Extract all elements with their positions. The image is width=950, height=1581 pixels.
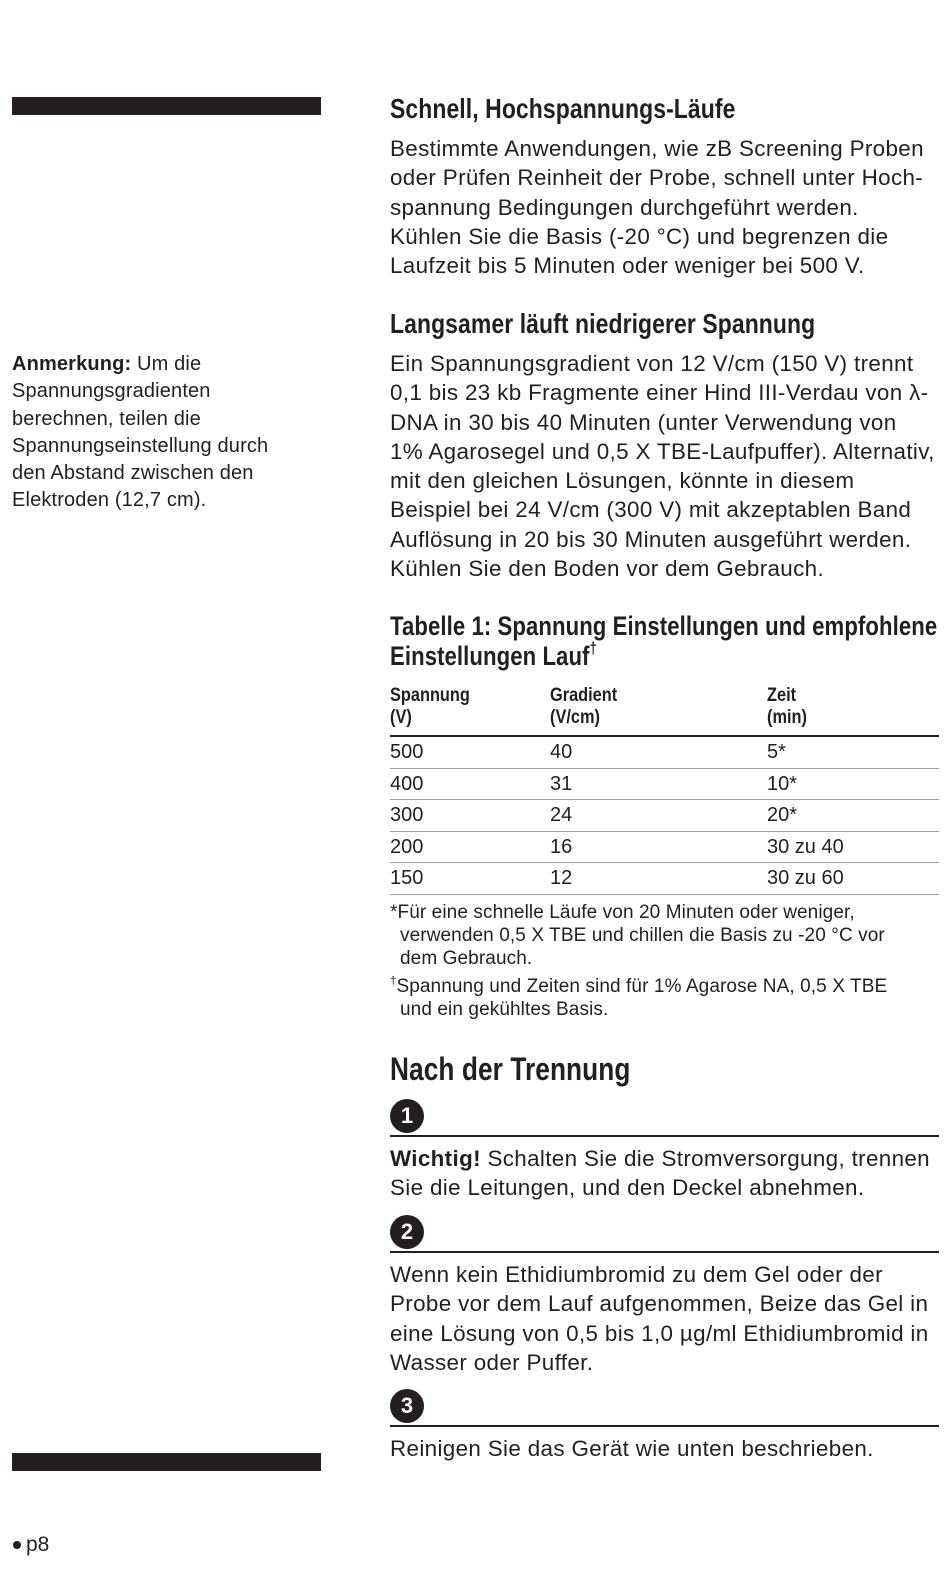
cell-gradient: 31	[550, 772, 573, 795]
heading-slow-runs: Langsamer läuft niedrigerer Spannung	[390, 308, 816, 339]
sidebar-note	[12, 351, 304, 515]
footnote-star-cont: verwenden 0,5 X TBE und chillen die Basis zu -20 °C vor dem Gebrauch.	[400, 925, 885, 970]
table-title-text: Tabelle 1: Spannung Einstellungen und empfohlene Einstellungen Lauf	[390, 611, 938, 671]
paragraph-slow-runs: Ein Spannungsgradient von 12 V/cm (150 V) trennt 0,1 bis 23 kb Fragmente einer Hind III-Verdau von λ-DNA in 30 bis 40 Minuten (unter Verwendung von 1% Agarosegel und 0,5 X TBE-Laufpuffer). Alternativ, mit den gleichen Lösungen, könnte in diesem Beispiel bei 24 V/cm (300 V) mit akzeptablen Band Auflösung in 20 bis 30 Minuten ausgeführt werden. Kühlen Sie den Boden vor dem Gebrauch.	[390, 351, 935, 582]
note-text: Um die Spannungsgradienten berechnen, teilen die Spannungseinstellung durch den Abstand zwischen den Elektroden (12,7 cm).	[12, 353, 269, 512]
header-voltage: Spannung (V)	[390, 685, 470, 728]
footnote-dagger	[390, 975, 930, 1021]
footnote-star	[390, 901, 930, 971]
step-1-emphasis: Wichtig!	[390, 1146, 481, 1171]
step-number-badge: 3	[390, 1389, 424, 1423]
cell-voltage: 400	[390, 772, 424, 795]
page-footer	[13, 1533, 49, 1557]
step-3-marker	[390, 1389, 939, 1427]
voltage-table	[390, 685, 939, 895]
heading-after-separation: Nach der Trennung	[390, 1051, 631, 1087]
table-header-row	[390, 685, 939, 737]
footnote-star-text: *Für eine schnelle Läufe von 20 Minuten oder weniger,	[390, 902, 855, 923]
footnote-dagger-text: Spannung und Zeiten sind für 1% Agarose NA, 0,5 X TBE	[396, 976, 888, 997]
cell-gradient: 16	[550, 835, 573, 858]
cell-voltage: 150	[390, 867, 424, 889]
note-label: Anmerkung:	[12, 353, 132, 375]
footnote-dagger-cont: und ein gekühltes Basis.	[400, 999, 609, 1021]
bullet-icon	[13, 1541, 21, 1549]
cell-gradient: 12	[550, 867, 573, 889]
table-row	[390, 769, 939, 801]
step-3-text: Reinigen Sie das Gerät wie unten beschrieben.	[390, 1436, 874, 1461]
cell-voltage: 500	[390, 741, 424, 763]
table-title-mark: †	[589, 639, 597, 658]
cell-voltage: 200	[390, 835, 424, 858]
heading-fast-runs: Schnell, Hochspannungs-Läufe	[390, 93, 736, 124]
paragraph-fast-runs: Bestimmte Anwendungen, wie zB Screening Proben oder Prüfen Reinheit der Probe, schnell unter Hoch-spannung Bedingungen durchgeführt werden. Kühlen Sie die Basis (-20 °C) und begrenzen die Laufzeit bis 5 Minuten oder weniger bei 500 V.	[390, 136, 924, 279]
step-number-badge: 2	[390, 1215, 424, 1249]
footnote-dagger-mark: †	[390, 975, 397, 988]
cell-voltage: 300	[390, 804, 424, 826]
cell-time: 20*	[767, 804, 798, 826]
top-rule	[12, 97, 321, 115]
table-title	[390, 611, 948, 671]
step-1-body: Schalten Sie die Stromversorgung, trennen Sie die Leitungen, und den Deckel abnehmen.	[390, 1146, 930, 1201]
table-row	[390, 863, 939, 895]
cell-time: 30 zu 60	[767, 867, 844, 889]
step-2-text: Wenn kein Ethidiumbromid zu dem Gel oder der Probe vor dem Lauf aufgenommen, Beize das Gel in eine Lösung von 0,5 bis 1,0 µg/ml Ethidiumbromid in Wasser oder Puffer.	[390, 1262, 929, 1375]
header-gradient: Gradient (V/cm)	[550, 685, 618, 728]
cell-time: 30 zu 40	[767, 835, 844, 858]
step-2-marker	[390, 1215, 939, 1253]
bottom-rule	[12, 1453, 321, 1471]
table-row	[390, 832, 939, 864]
table-row	[390, 800, 939, 832]
step-1-marker	[390, 1099, 939, 1137]
cell-gradient: 24	[550, 804, 573, 826]
page-number: p8	[26, 1533, 50, 1556]
cell-time: 10*	[767, 772, 798, 795]
header-time: Zeit (min)	[767, 685, 807, 728]
cell-time: 5*	[767, 741, 786, 763]
step-1-text	[390, 1144, 935, 1203]
step-number-badge: 1	[390, 1099, 424, 1133]
table-row	[390, 737, 939, 769]
cell-gradient: 40	[550, 741, 573, 763]
